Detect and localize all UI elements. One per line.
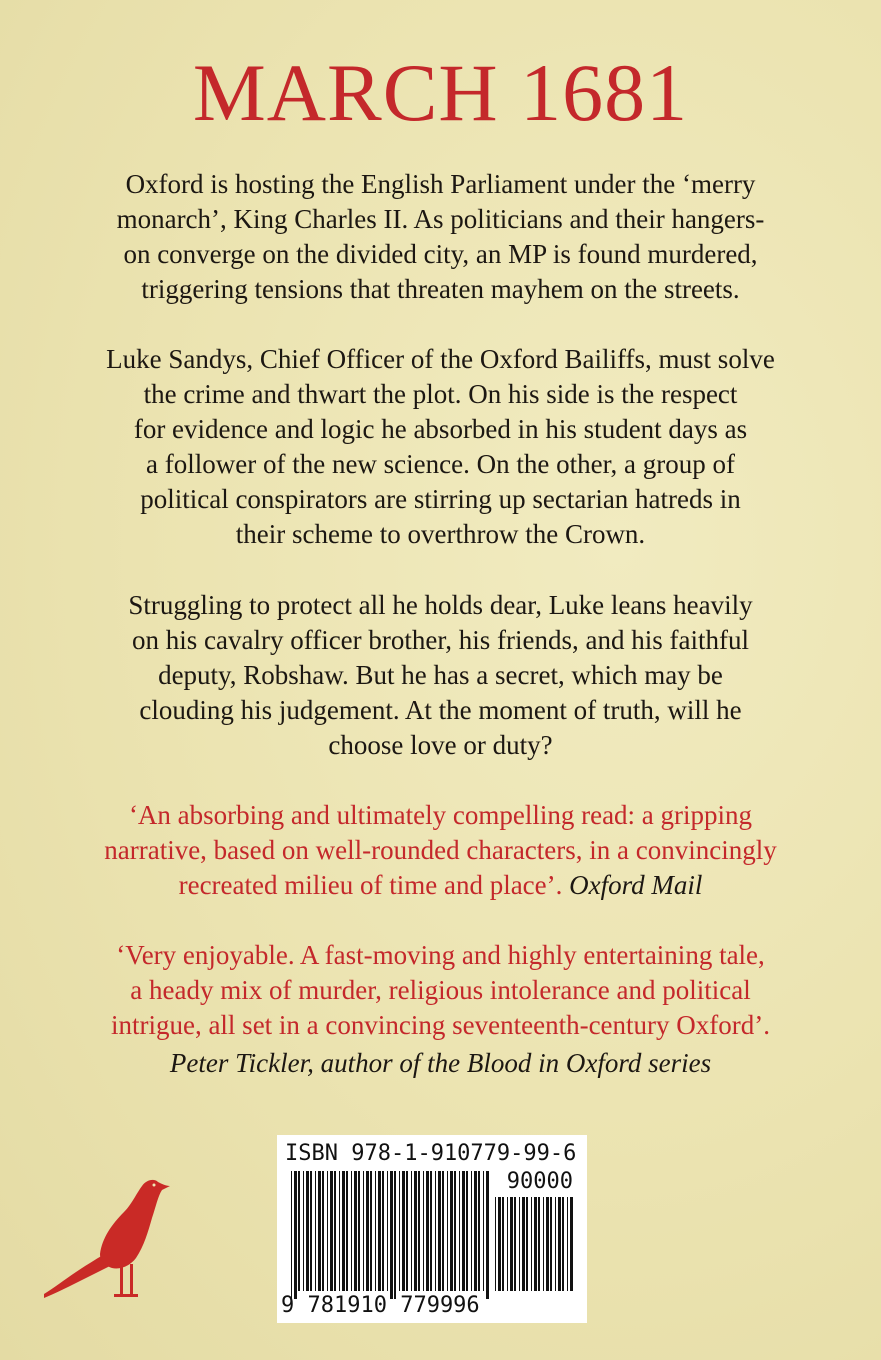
barcode-bar <box>570 1197 573 1291</box>
blurb-line: deputy, Robshaw. But he has a secret, which may be <box>158 660 723 690</box>
blurb-line: on his cavalry officer brother, his friends, and his faithful <box>132 625 749 655</box>
barcode-bar <box>498 1197 501 1291</box>
quote-line: ‘An absorbing and ultimately compelling read: a gripping <box>128 800 753 830</box>
barcode-bar <box>442 1171 444 1291</box>
quote-line: a heady mix of murder, religious intolerance and political <box>130 975 751 1005</box>
barcode-bar <box>567 1197 568 1291</box>
barcode-bar <box>414 1171 417 1291</box>
blurb-line: choose love or duty? <box>328 730 553 760</box>
barcode-bar <box>502 1197 504 1291</box>
barcode-addon-bars <box>495 1197 575 1299</box>
barcode-bar <box>550 1197 552 1291</box>
barcode-bar <box>526 1197 528 1291</box>
quote-attribution: Peter Tickler, author of the Blood in Oxford series <box>169 1048 712 1078</box>
barcode-bar <box>354 1171 357 1291</box>
barcode-bar <box>322 1171 324 1291</box>
barcode-bar <box>342 1171 345 1291</box>
barcode-bar <box>418 1171 420 1291</box>
barcode-bar <box>543 1197 544 1291</box>
barcode-bar <box>402 1171 405 1291</box>
barcode-bar <box>294 1171 297 1299</box>
blurb-line: monarch’, King Charles II. As politicians and their hangers- <box>116 204 765 234</box>
barcode-bar <box>438 1171 441 1291</box>
barcode-bar <box>531 1197 532 1291</box>
barcode-bar <box>298 1171 300 1291</box>
barcode-bar <box>406 1171 408 1291</box>
barcode-bar <box>358 1171 360 1291</box>
barcode-bar <box>562 1197 564 1291</box>
barcode-bar <box>483 1171 484 1291</box>
blurb-line: on converge on the divided city, an MP is found murdered, <box>123 239 758 269</box>
barcode-bar <box>378 1171 381 1291</box>
blurb-line: clouding his judgement. At the moment of truth, will he <box>139 695 742 725</box>
cover-title: MARCH 1681 <box>192 47 689 138</box>
barcode-bar <box>459 1171 460 1291</box>
quote-line: intrigue, all set in a convincing seventeenth-century Oxford’. <box>110 1010 771 1040</box>
barcode-bar <box>546 1197 549 1291</box>
barcode-bar <box>375 1171 376 1291</box>
barcode-bar <box>558 1197 561 1291</box>
barcode-bar <box>390 1171 393 1299</box>
isbn-barcode <box>277 1135 587 1323</box>
blurb-line: Struggling to protect all he holds dear, Luke leans heavily <box>128 590 753 620</box>
barcode-bar <box>387 1171 388 1291</box>
blurb-line: triggering tensions that threaten mayhem on the streets. <box>141 274 740 304</box>
barcode-bar <box>435 1171 436 1291</box>
isbn-label: ISBN 978-1-910779-99-6 <box>285 1141 577 1166</box>
barcode-bar <box>495 1197 496 1291</box>
barcode-bar <box>510 1197 513 1291</box>
barcode-bar <box>310 1171 312 1291</box>
review-quote-2 <box>40 938 841 1043</box>
ean-digits: 9 781910 779996 <box>281 1293 480 1318</box>
barcode-bar <box>450 1171 453 1291</box>
price-code: 90000 <box>506 1169 573 1194</box>
barcode-bar <box>514 1197 516 1291</box>
blurb-line: Luke Sandys, Chief Officer of the Oxford Bailiffs, must solve <box>106 344 775 374</box>
barcode-bar <box>399 1171 400 1291</box>
barcode-bar <box>318 1171 321 1291</box>
barcode-bar <box>351 1171 352 1291</box>
barcode-bar <box>291 1171 292 1299</box>
barcode-bar <box>327 1171 328 1291</box>
blurb-line: for evidence and logic he absorbed in his student days as <box>133 414 748 444</box>
barcode-bar <box>478 1171 480 1291</box>
barcode-bar <box>522 1197 525 1291</box>
barcode-bar <box>471 1171 472 1291</box>
barcode-bar <box>363 1171 364 1291</box>
barcode-bar <box>466 1171 468 1291</box>
barcode-bar <box>394 1171 396 1299</box>
barcode-bar <box>330 1171 333 1291</box>
barcode-bar <box>555 1197 556 1291</box>
review-quote-1 <box>40 798 841 903</box>
barcode-bar <box>303 1171 304 1291</box>
barcode-bar <box>534 1197 537 1291</box>
barcode-bar <box>370 1171 372 1291</box>
barcode-bar <box>447 1171 448 1291</box>
blurb-line: their scheme to overthrow the Crown. <box>235 519 646 549</box>
quote-line: ‘Very enjoyable. A fast-moving and highly entertaining tale, <box>116 940 765 970</box>
blurb-paragraph-1 <box>40 167 841 307</box>
quote-line: narrative, based on well-rounded characters, in a convincingly <box>104 835 777 865</box>
barcode-bar <box>454 1171 456 1291</box>
barcode-bar <box>538 1197 540 1291</box>
barcode-bar <box>423 1171 424 1291</box>
barcode-bar <box>519 1197 520 1291</box>
barcode-bar <box>426 1171 429 1291</box>
barcode-bar <box>430 1171 432 1291</box>
red-bird-logo-icon <box>40 1172 175 1302</box>
barcode-bar <box>507 1197 508 1291</box>
barcode-bar <box>366 1171 369 1291</box>
barcode-bar <box>339 1171 340 1291</box>
barcode-bar <box>334 1171 336 1291</box>
barcode-bar <box>486 1171 489 1299</box>
barcode-bar <box>411 1171 412 1291</box>
barcode-bar <box>474 1171 477 1291</box>
quote-line: recreated milieu of time and place’. <box>178 870 563 900</box>
blurb-paragraph-2 <box>40 342 841 552</box>
barcode-bar <box>346 1171 348 1291</box>
blurb-line: a follower of the new science. On the other, a group of <box>146 449 735 479</box>
blurb-line: Oxford is hosting the English Parliament under the ‘merry <box>125 169 756 199</box>
barcode-bar <box>382 1171 384 1291</box>
blurb-paragraph-3 <box>40 588 841 763</box>
barcode-bars <box>291 1171 491 1299</box>
barcode-bar <box>462 1171 465 1291</box>
barcode-bar <box>315 1171 316 1291</box>
blurb-line: the crime and thwart the plot. On his side is the respect <box>143 379 738 409</box>
quote-source: Oxford Mail <box>569 870 703 900</box>
barcode-bar <box>306 1171 309 1291</box>
blurb-line: political conspirators are stirring up sectarian hatreds in <box>140 484 741 514</box>
